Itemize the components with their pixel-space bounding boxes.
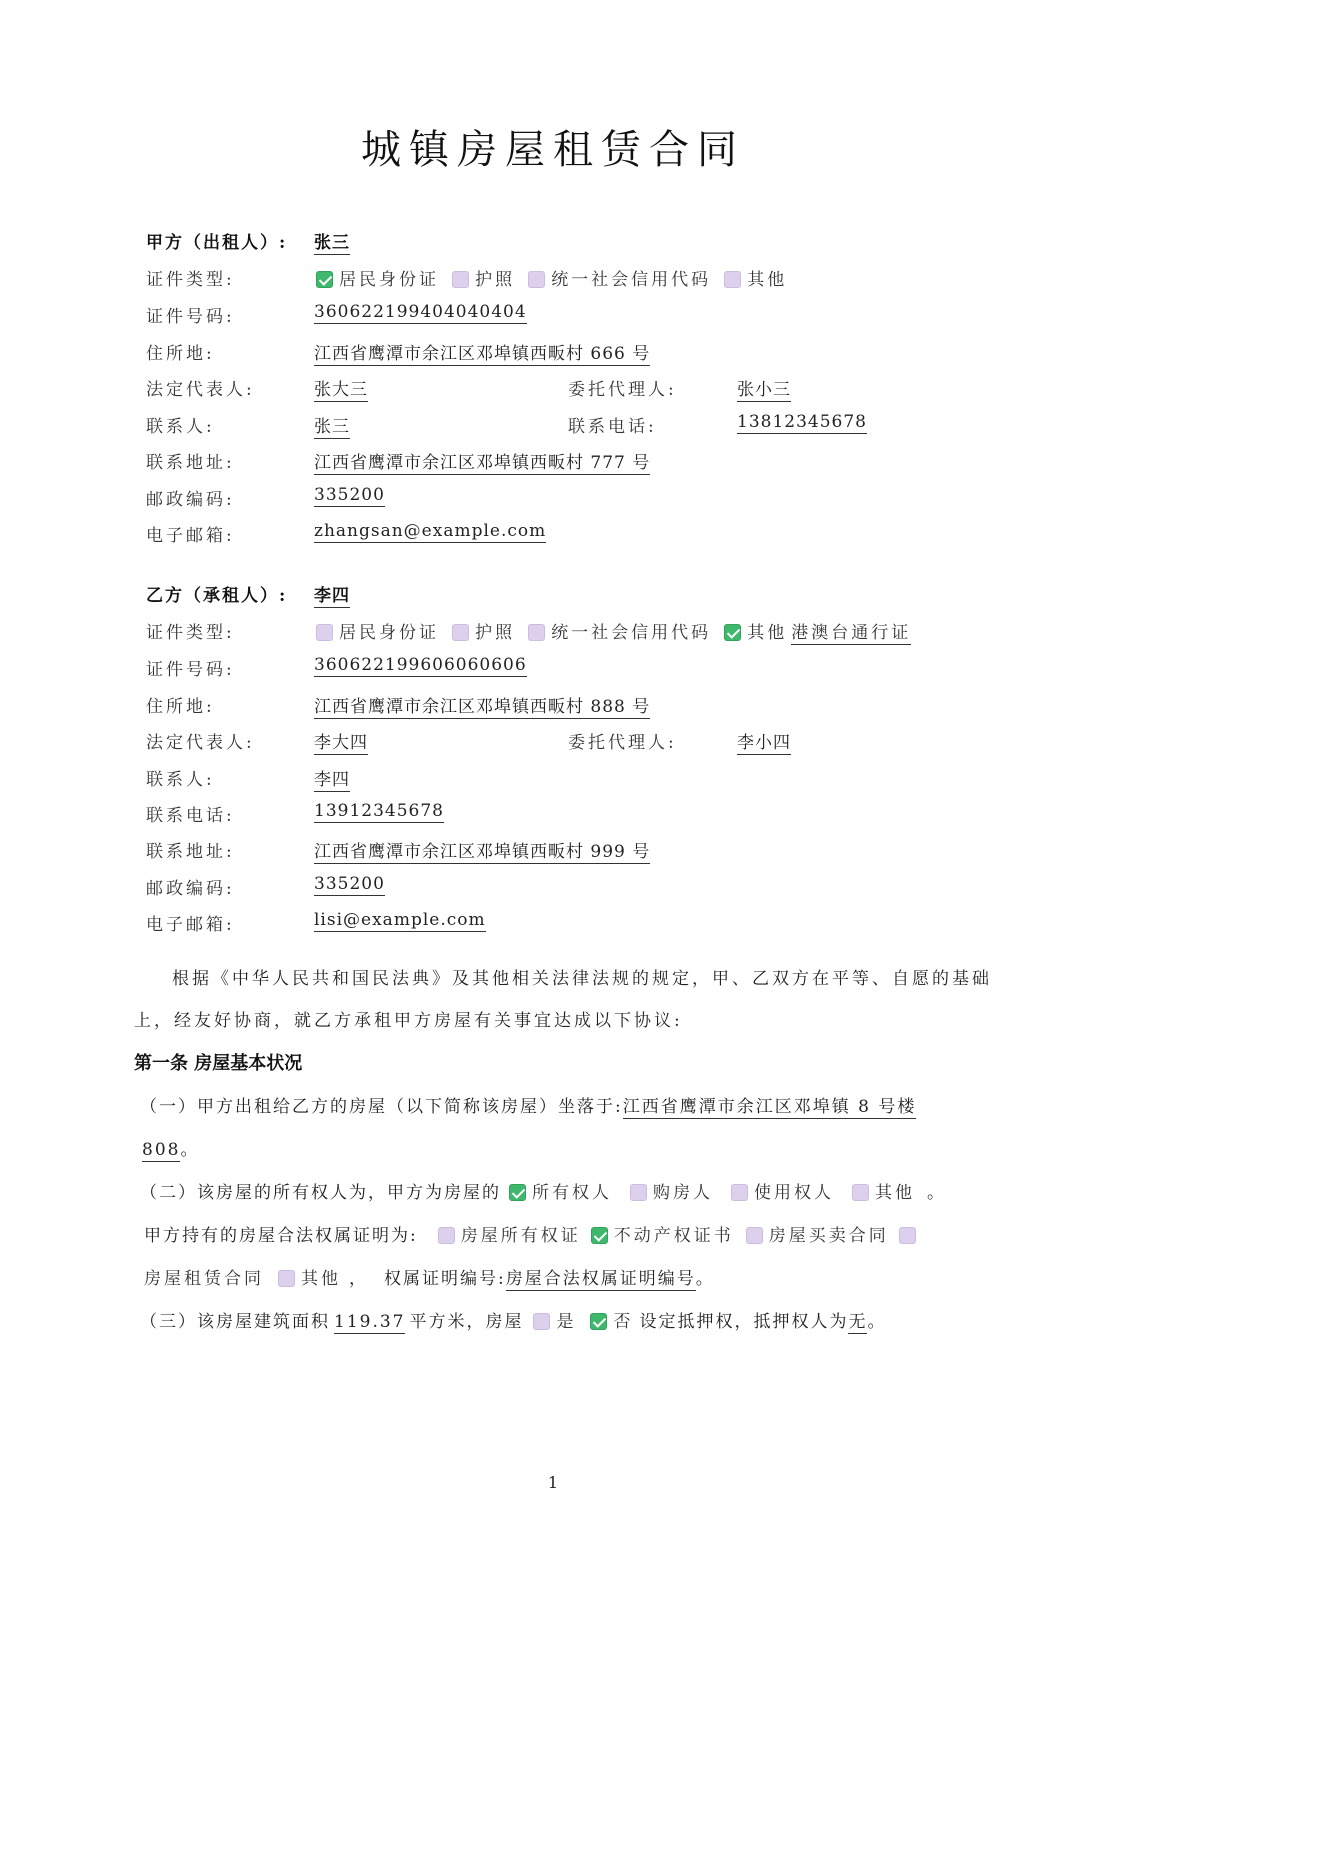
cert-no-label: 权属证明编号: — [384, 1269, 506, 1289]
party-b-legal-rep[interactable]: 李大四 — [314, 728, 368, 755]
option-label: 房屋所有权证 — [460, 1226, 581, 1246]
party-a-id-number-label: 证件号码: — [146, 307, 235, 327]
checkbox-house-ownership-cert[interactable] — [438, 1227, 455, 1244]
option-label: 其他 — [747, 623, 788, 643]
building-area[interactable]: 119.37 — [334, 1312, 406, 1332]
cert-end: 。 — [695, 1269, 715, 1289]
option-label: 否 — [613, 1312, 634, 1332]
option-label: 居民身份证 — [339, 270, 439, 290]
checkbox-user-right[interactable] — [731, 1184, 748, 1201]
checkbox-sale-contract[interactable] — [746, 1227, 763, 1244]
party-a-phone-label: 联系电话: — [568, 417, 657, 437]
party-b-id-type-options — [316, 618, 919, 643]
party-b-id-type-label: 证件类型: — [146, 623, 235, 643]
party-a-agent[interactable]: 张小三 — [737, 375, 791, 402]
option-label: 统一社会信用代码 — [551, 623, 712, 643]
article-1-item-2 — [140, 1178, 946, 1203]
party-a-contact-address[interactable]: 江西省鹰潭市余江区邓埠镇西畈村 777 号 — [314, 448, 650, 475]
house-location-cont[interactable]: 808 — [142, 1140, 181, 1160]
party-a-phone[interactable]: 13812345678 — [737, 412, 867, 432]
party-b-email[interactable]: lisi@example.com — [314, 910, 486, 930]
party-a-heading: 甲方（出租人）: — [146, 233, 288, 253]
cert-number[interactable]: 房屋合法权属证明编号 — [505, 1269, 696, 1289]
checkbox-id-resident[interactable] — [316, 271, 333, 288]
party-b-id-number[interactable]: 360622199606060606 — [314, 655, 527, 675]
party-a-legal-rep-label: 法定代表人: — [146, 380, 255, 400]
item-3-end: 。 — [867, 1312, 887, 1332]
item-1-end: 。 — [180, 1140, 200, 1160]
item-2-prefix: （二）该房屋的所有权人为，甲方为房屋的 — [140, 1183, 501, 1203]
option-label: 房屋买卖合同 — [768, 1226, 889, 1246]
party-b-postcode[interactable]: 335200 — [314, 874, 385, 894]
party-b-contact[interactable]: 李四 — [314, 765, 350, 792]
party-a-id-number[interactable]: 360622199404040404 — [314, 302, 527, 322]
party-a-postcode[interactable]: 335200 — [314, 485, 385, 505]
party-a-legal-rep[interactable]: 张大三 — [314, 375, 368, 402]
option-label: 所有权人 — [532, 1183, 612, 1203]
party-b-contact-label: 联系人: — [146, 770, 215, 790]
document-title: 城镇房屋租赁合同 — [361, 127, 745, 173]
checkbox-mortgage-no[interactable] — [590, 1313, 607, 1330]
item-2-end: 。 — [927, 1183, 946, 1203]
intro-line-2: 上，经友好协商，就乙方承租甲方房屋有关事宜达成以下协议: — [134, 1011, 683, 1031]
item-1-prefix: （一）甲方出租给乙方的房屋（以下简称该房屋）坐落于: — [140, 1097, 623, 1117]
party-b-agent-label: 委托代理人: — [568, 733, 677, 753]
party-a-email-label: 电子邮箱: — [146, 526, 235, 546]
item-3-mid: 平方米，房屋 — [409, 1312, 524, 1332]
checkbox-real-estate-cert[interactable] — [591, 1227, 608, 1244]
party-b-agent[interactable]: 李小四 — [737, 728, 791, 755]
party-a-agent-label: 委托代理人: — [568, 380, 677, 400]
party-b-phone-label: 联系电话: — [146, 806, 235, 826]
party-b-heading: 乙方（承租人）: — [146, 586, 288, 606]
cert-line — [144, 1221, 922, 1246]
option-label: 护照 — [475, 623, 516, 643]
article-1-heading: 第一条 房屋基本状况 — [134, 1053, 303, 1074]
party-a-postcode-label: 邮政编码: — [146, 490, 235, 510]
party-a-id-type-label: 证件类型: — [146, 270, 235, 290]
party-b-contact-address[interactable]: 江西省鹰潭市余江区邓埠镇西畈村 999 号 — [314, 837, 650, 864]
house-location[interactable]: 江西省鹰潭市余江区邓埠镇 8 号楼 — [622, 1097, 917, 1117]
party-a-contact[interactable]: 张三 — [314, 412, 350, 439]
party-b-address[interactable]: 江西省鹰潭市余江区邓埠镇西畈村 888 号 — [314, 692, 650, 719]
option-label: 不动产权证书 — [613, 1226, 734, 1246]
checkbox-id-credit-code[interactable] — [528, 271, 545, 288]
checkbox-lease-contract[interactable] — [899, 1227, 916, 1244]
checkbox-cert-other[interactable] — [278, 1270, 295, 1287]
item-3-mid2: 设定抵押权，抵押权人为 — [639, 1312, 849, 1332]
option-label: 居民身份证 — [339, 623, 439, 643]
option-label: 是 — [556, 1312, 577, 1332]
intro-line-1: 根据《中华人民共和国民法典》及其他相关法律法规的规定，甲、乙双方在平等、自愿的基础 — [172, 969, 992, 989]
option-label: 护照 — [475, 270, 516, 290]
checkbox-id-credit-code[interactable] — [528, 624, 545, 641]
checkbox-owner[interactable] — [509, 1184, 526, 1201]
checkbox-id-other[interactable] — [724, 271, 741, 288]
checkbox-id-other[interactable] — [724, 624, 741, 641]
option-label: 其他 — [747, 270, 788, 290]
party-b-postcode-label: 邮政编码: — [146, 879, 235, 899]
option-label: 使用权人 — [754, 1183, 834, 1203]
option-label: 购房人 — [653, 1183, 713, 1203]
cert-prefix: 甲方持有的房屋合法权属证明为: — [144, 1226, 418, 1246]
party-a-address[interactable]: 江西省鹰潭市余江区邓埠镇西畈村 666 号 — [314, 339, 650, 366]
option-label: 其他 — [301, 1269, 341, 1289]
checkbox-mortgage-yes[interactable] — [533, 1313, 550, 1330]
option-label: 统一社会信用代码 — [551, 270, 712, 290]
item-3-prefix: （三）该房屋建筑面积 — [140, 1312, 330, 1332]
party-a-contact-label: 联系人: — [146, 417, 215, 437]
party-a-name[interactable]: 张三 — [314, 228, 350, 255]
party-a-contact-address-label: 联系地址: — [146, 453, 235, 473]
party-b-contact-address-label: 联系地址: — [146, 842, 235, 862]
party-b-address-label: 住所地: — [146, 697, 215, 717]
checkbox-buyer[interactable] — [630, 1184, 647, 1201]
article-1-item-3 — [140, 1307, 886, 1332]
mortgagee[interactable]: 无 — [848, 1312, 868, 1332]
option-label: 其他 — [875, 1183, 915, 1203]
cert-line-2 — [144, 1264, 715, 1289]
option-label: 房屋租赁合同 — [144, 1269, 264, 1289]
party-b-legal-rep-label: 法定代表人: — [146, 733, 255, 753]
checkbox-id-passport[interactable] — [452, 624, 469, 641]
page-number: 1 — [547, 1473, 559, 1492]
checkbox-id-resident[interactable] — [316, 624, 333, 641]
checkbox-id-passport[interactable] — [452, 271, 469, 288]
party-b-email-label: 电子邮箱: — [146, 915, 235, 935]
party-b-phone[interactable]: 13912345678 — [314, 801, 444, 821]
cert-separator: ， — [349, 1269, 368, 1289]
article-1-item-1-cont — [142, 1135, 199, 1160]
party-b-name[interactable]: 李四 — [314, 581, 350, 608]
checkbox-other[interactable] — [852, 1184, 869, 1201]
party-b-id-other-value[interactable]: 港澳台通行证 — [791, 623, 912, 643]
party-a-id-type-options — [316, 265, 795, 290]
party-a-email[interactable]: zhangsan@example.com — [314, 521, 547, 541]
party-a-address-label: 住所地: — [146, 344, 215, 364]
party-b-id-number-label: 证件号码: — [146, 660, 235, 680]
article-1-item-1 — [140, 1092, 916, 1117]
